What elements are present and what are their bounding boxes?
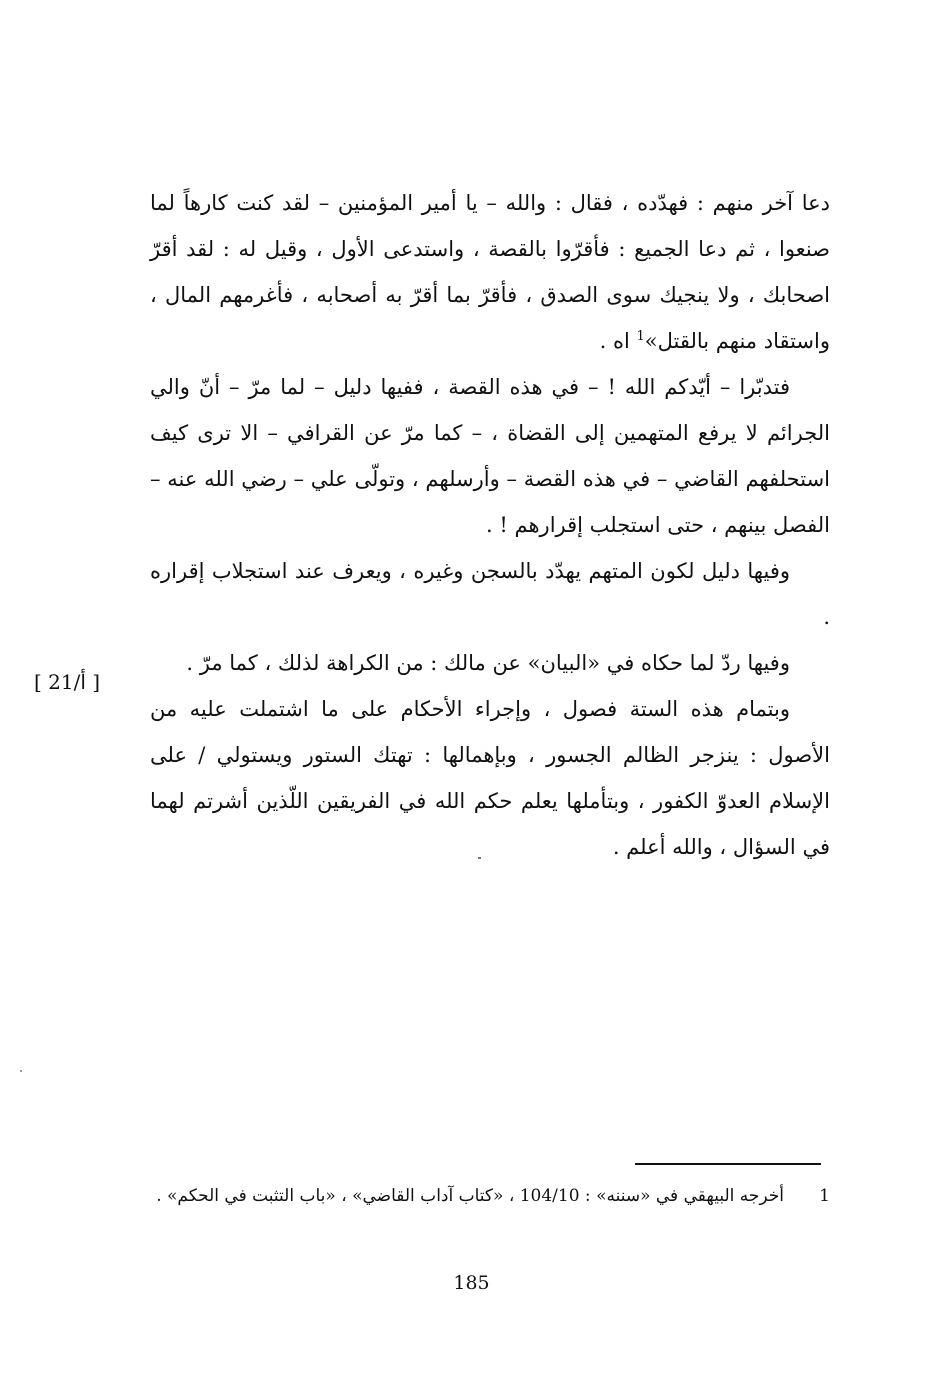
paragraph-1-text: دعا آخر منهم : فهدّده ، فقال : والله – يا أمير المؤمنين – لقد كنت كارهاً لما صنعوا ، ثم دعا الجميع : فأقرّوا بالقصة ، واستدعى الأول ، وقيل له : لقد أقرّ اصحابك ، ولا ينجيك سوى الصدق ، فأقرّ بما أقرّ به أصحابه ، فأغرمهم المال ، واستقاد منهم بالقتل» — [150, 191, 830, 353]
scan-speck — [478, 857, 481, 859]
footnote-reference: 1 — [636, 329, 645, 344]
page-number: 185 — [453, 1272, 490, 1294]
paragraph-1-tail: اه . — [599, 329, 637, 353]
main-text — [150, 180, 830, 870]
footnote-text: أخرجه البيهقي في «سننه» : 104/10 ، «كتاب آداب القاضي» ، «باب التثبت في الحكم» . — [156, 1186, 784, 1206]
paragraph-1 — [150, 180, 830, 364]
scan-speck — [20, 1070, 22, 1072]
paragraph-2: فتدبّرا – أيّدكم الله ! – في هذه القصة ، ففيها دليل – لما مرّ – أنّ والي الجرائم لا يرفع المتهمين إلى القضاة ، – كما مرّ عن القرافي – الا ترى كيف استحلفهم القاضي – في هذه القصة – وأرسلهم ، وتولّى علي – رضي الله عنه – الفصل بينهم ، حتى استجلب إقرارهم ! . — [150, 375, 830, 537]
footnote — [150, 1178, 830, 1214]
footnote-number: 1 — [819, 1186, 830, 1206]
paragraph-3: وفيها دليل لكون المتهم يهدّد بالسجن وغيره ، ويعرف عند استجلاب إقراره . — [150, 559, 830, 629]
manuscript-folio-marker: [ 21/أ ] — [34, 670, 101, 694]
footnote-separator — [635, 1163, 821, 1165]
paragraph-4: وفيها ردّ لما حكاه في «البيان» عن مالك : من الكراهة لذلك ، كما مرّ . — [186, 651, 790, 675]
paragraph-5: وبتمام هذه الستة فصول ، وإجراء الأحكام على ما اشتملت عليه من الأصول : ينزجر الظالم الجسور ، وبإهمالها : تهتك الستور ويستولي / على الإسلام العدوّ الكفور ، وبتأملها يعلم حكم الله في الفريقين اللّذين أشرتم لهما في السؤال ، والله أعلم . — [150, 697, 830, 859]
